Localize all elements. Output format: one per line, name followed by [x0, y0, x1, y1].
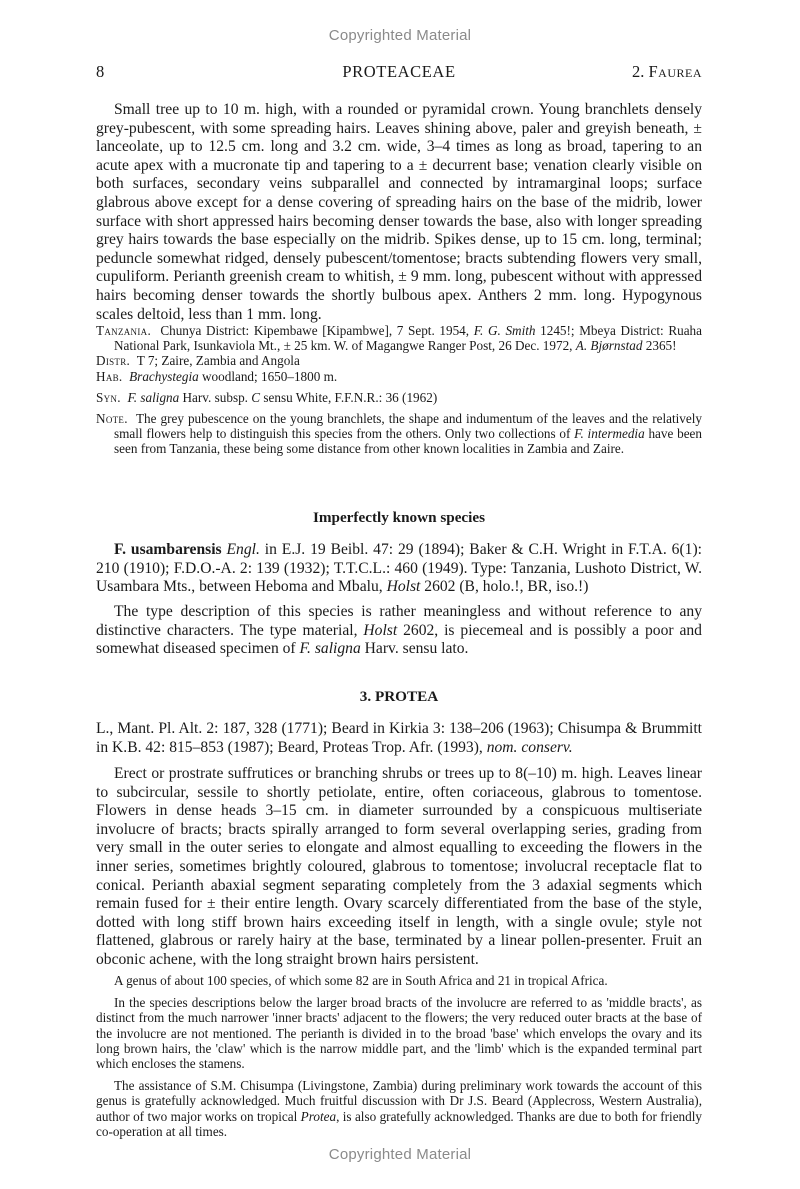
- genus-heading-block: [96, 688, 702, 706]
- genus-running-head: [632, 62, 702, 82]
- species-description-block: [96, 101, 702, 324]
- imperfect-heading-block: [96, 509, 702, 527]
- tanzania-label: Tanzania.: [96, 323, 152, 338]
- species-name: F. usambarensis: [114, 541, 222, 558]
- genus-citation: L., Mant. Pl. Alt. 2: 187, 328 (1771); Beard in Kirkia 3: 138–206 (1963); Chisumpa & Brummitt in K.B. 42: 815–853 (1987); Beard, Proteas Trop. Afr. (1993), nom. conserv.: [96, 720, 702, 756]
- specimen-block: [96, 323, 702, 457]
- note-paragraph: Note. The grey pubescence on the young branchlets, the shape and indumentum of the leaves and the relatively small flowers help to distinguish this species from the others. Only two collections of F. intermedia have been seen from Tanzania, these being some distance from other known localities in Zambia and Zaire.: [96, 411, 703, 457]
- genus-number: 2.: [631, 62, 649, 81]
- syn-label: Syn.: [96, 389, 121, 405]
- genus-description-block: [96, 765, 702, 970]
- specimens-tanzania: Tanzania. Chunya District: Kipembawe [Kipambwe], 7 Sept. 1954, F. G. Smith 1245!; Mbeya District: Ruaha National Park, Isunkaviola Mt., ± 25 km. W. of Magangwe Ranger Post, 26 Dec. 1972, A. Bjørnstad 2365!: [96, 323, 703, 354]
- page-header: [96, 62, 702, 84]
- family-title: PROTEACEAE: [342, 62, 456, 81]
- hab-label: Hab.: [96, 368, 123, 384]
- genus-note-2: In the species descriptions below the larger broad bracts of the involucre are referred to as 'middle bracts', as distinct from the much narrower 'inner bracts' adjacent to the flowers; the very reduced outer bracts at the base of the involucre are not mentioned. The perianth is divided in to the broad 'base' which envelops the ovary and its long brown hairs, the 'claw' which is the narrow middle part, and the 'limb' which is the expanded terminal part which encloses the stamens.: [96, 995, 702, 1072]
- imperfect-comment-block: [96, 603, 702, 659]
- imperfect-citation: F. usambarensis Engl. in E.J. 19 Beibl. 47: 29 (1894); Baker & C.H. Wright in F.T.A. 6(1): 210 (1910); F.D.O.-A. 2: 139 (1932); T.T.C.L.: 460 (1949). Type: Tanzania, Lushoto District, W. Usambara Mts., between Heboma and Mbalu, Holst 2602 (B, holo.!, BR, iso.!): [96, 541, 702, 596]
- habitat-line: Hab. Brachystegia woodland; 1650–1800 m.: [96, 368, 338, 384]
- watermark-bottom: Copyrighted Material: [328, 1146, 472, 1163]
- genus-note-1: A genus of about 100 species, of which some 82 are in South Africa and 21 in tropical Africa.: [114, 973, 608, 988]
- genus-description: Erect or prostrate suffrutices or branching shrubs or trees up to 8(–10) m. high. Leaves linear to subcircular, sessile to shortly petiolate, entire, often coriaceous, glabrous to tomentose. Flowers in dense heads 3–15 cm. in diameter surrounded by a conspicuous multiseriate involucre of bracts; bracts spirally arranged to form several overlapping series, grading from very small in the outer series to elongate and almost equalling to exceeding the flowers in the inner series, sometimes brightly coloured, glabrous to tomentose; involucral receptacle flat to conical. Perianth abaxial segment separating completely from the 3 adaxial segments which remain fused for ± their entire length. Ovary scarcely differentiated from the base of the style, dotted with long stiff brown hairs exceeding itself in length, with a single ovule; style not flattened, glabrous or rarely hairy at the base, terminated by a linear pollen-presenter. Fruit an obconic achene, with the long straight brown hairs persistent.: [96, 765, 702, 968]
- genus-note-3: The assistance of S.M. Chisumpa (Livingstone, Zambia) during preliminary work towards the account of this genus is gratefully acknowledged. Much fruitful discussion with Dr J.S. Beard (Applecross, Western Australia), author of two major works on tropical Protea, is also gratefully acknowledged. Thanks are due to both for friendly co-operation at all times.: [96, 1078, 702, 1139]
- distr-label: Distr.: [96, 353, 131, 369]
- genus-notes-block: [96, 973, 702, 1139]
- synonym-line: Syn. F. saligna Harv. subsp. C sensu White, F.F.N.R.: 36 (1962): [96, 389, 438, 405]
- genus-heading: 3. PROTEA: [359, 688, 439, 705]
- imperfect-citation-block: [96, 541, 702, 597]
- genus-name: Faurea: [648, 62, 702, 81]
- distribution-line: Distr. T 7; Zaire, Zambia and Angola: [96, 353, 300, 369]
- genus-citation-block: [96, 720, 702, 757]
- species-description: Small tree up to 10 m. high, with a rounded or pyramidal crown. Young branchlets densely grey-pubescent, with some spreading hairs. Leaves shining above, paler and greyish beneath, ± lanceolate, up to 12.5 cm. long and 3.2 cm. wide, 3–4 times as long as broad, tapering to an acute apex with a mucronate tip and tapering to a ± decurrent base; venation clearly visible on both surfaces, secondary veins subparallel and connected by intramarginal loops; surface glabrous above except for a dense covering of spreading hairs on the base of the midrib, lower surface with short appressed hairs becoming denser towards the base, also with longer spreading grey hairs towards the base especially on the midrib. Spikes dense, up to 15 cm. long, terminal; peduncle somewhat ridged, densely pubescent/tomentose; bracts subtending flowers very small, cupuliform. Perianth greenish cream to whitish, ± 9 mm. long, pubescent without with appressed hairs becoming denser towards the shortly bulbous apex. Anthers 2 mm. long. Hypogynous scales deltoid, less than 1 mm. long.: [96, 101, 702, 323]
- imperfect-heading: Imperfectly known species: [312, 509, 486, 526]
- imperfect-comment: The type description of this species is rather meaningless and without reference to any distinctive characters. The type material, Holst 2602, is piecemeal and is possibly a poor and somewhat diseased specimen of F. saligna Harv. sensu lato.: [96, 603, 702, 658]
- note-label: Note.: [96, 411, 128, 427]
- page-number: 8: [96, 62, 105, 81]
- watermark-top: Copyrighted Material: [328, 27, 472, 44]
